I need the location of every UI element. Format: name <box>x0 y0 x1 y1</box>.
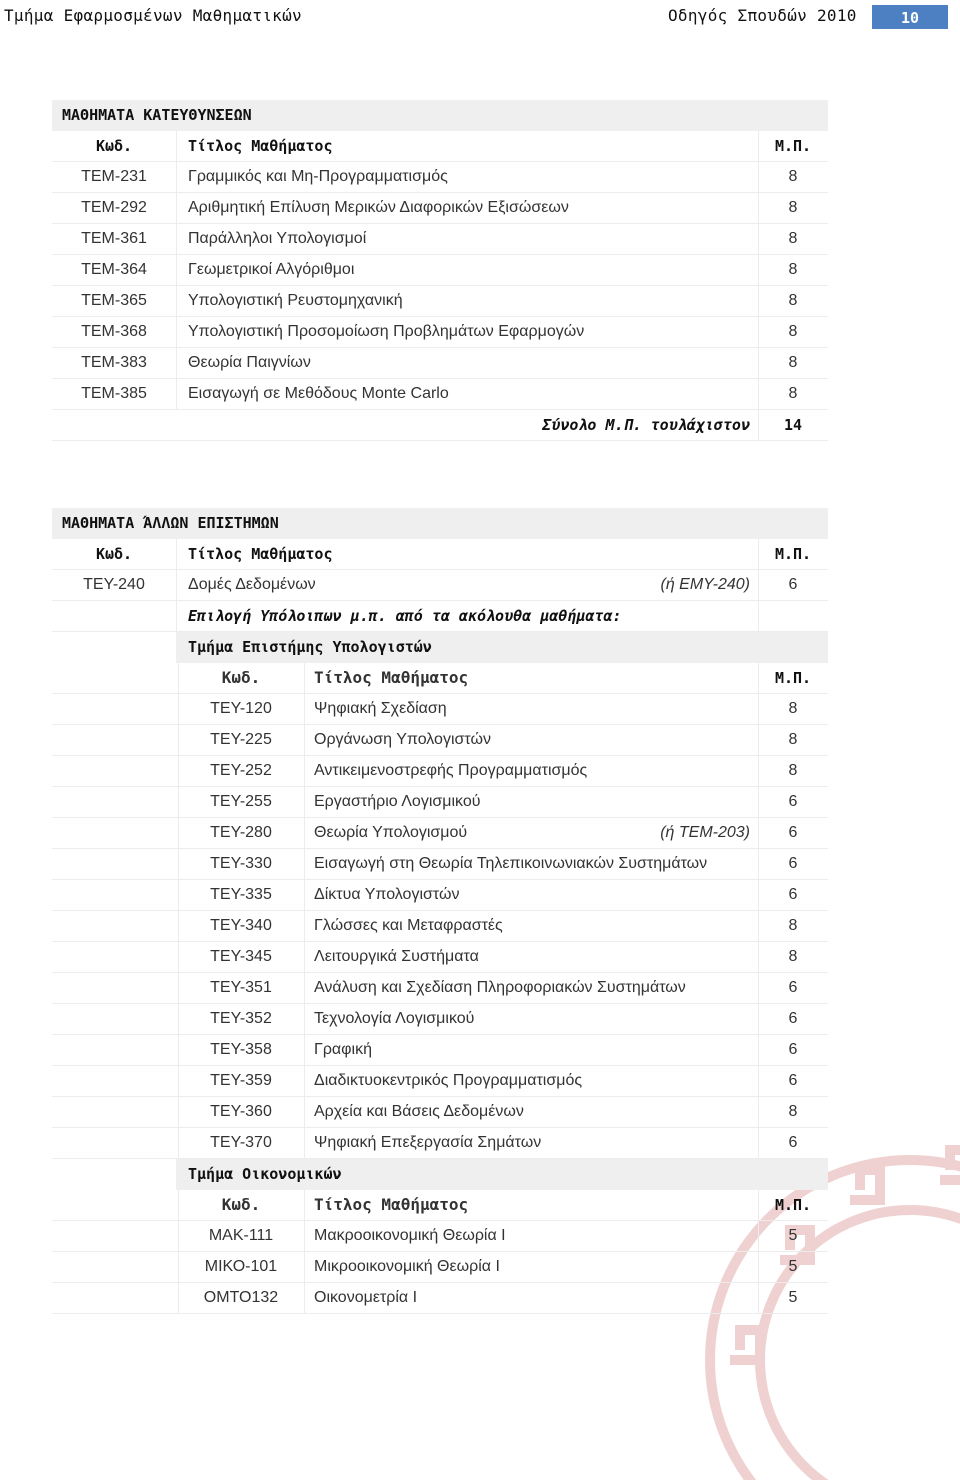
course-code: ΤΕΥ-360 <box>210 1103 272 1120</box>
total-value: 14 <box>783 416 803 434</box>
course-title: Ψηφιακή Σχεδίαση <box>314 700 447 717</box>
table-row <box>52 255 828 286</box>
table-row <box>52 1066 828 1097</box>
course-code: ΤΕΥ-330 <box>210 855 272 872</box>
subtable-header-row <box>52 663 828 694</box>
course-title: Παράλληλοι Υπολογισμοί <box>188 230 367 247</box>
course-code: ΤΕΥ-240 <box>83 576 145 593</box>
table-row <box>52 1221 828 1252</box>
course-mp: 8 <box>788 323 798 340</box>
header-mp: Μ.Π. <box>774 545 812 563</box>
table-row <box>52 1004 828 1035</box>
page-header <box>0 0 960 36</box>
table-row <box>52 942 828 973</box>
course-alt-code: (ή ΕΜΥ-240) <box>660 576 750 593</box>
table-row <box>52 570 828 601</box>
table-row <box>52 1252 828 1283</box>
table-header-row <box>52 131 828 162</box>
table-row <box>52 849 828 880</box>
table-row <box>52 694 828 725</box>
course-code: ΤΕΥ-359 <box>210 1072 272 1089</box>
course-title: Οργάνωση Υπολογιστών <box>314 731 491 748</box>
course-code: ΤΕΜ-292 <box>81 199 147 216</box>
course-code: ΟΜΤΟ132 <box>203 1289 279 1306</box>
choice-label: Επιλογή Υπόλοιπων μ.π. από τα ακόλουθα μαθήματα: <box>188 607 622 625</box>
course-title: Εισαγωγή σε Μεθόδους Monte Carlo <box>188 385 449 402</box>
course-title: Ψηφιακή Επεξεργασία Σημάτων <box>314 1134 542 1151</box>
header-mp: Μ.Π. <box>774 137 812 155</box>
table-row <box>52 818 828 849</box>
course-mp: 6 <box>788 793 798 810</box>
section-title-row <box>52 100 828 131</box>
course-title: Οικονομετρία Ι <box>314 1289 418 1306</box>
course-title: Μακροοικονομική Θεωρία Ι <box>314 1227 506 1244</box>
course-title: Υπολογιστική Ρευστομηχανική <box>188 292 403 309</box>
header-code: Κωδ. <box>221 1195 261 1214</box>
course-mp: 5 <box>788 1258 798 1275</box>
course-title: Γεωμετρικοί Αλγόριθμοι <box>188 261 355 278</box>
course-title: Γραφική <box>314 1041 372 1058</box>
course-mp: 8 <box>788 385 798 402</box>
course-code: ΤΕΥ-345 <box>210 948 272 965</box>
course-code: ΤΕΥ-120 <box>210 700 272 717</box>
course-mp: 5 <box>788 1227 798 1244</box>
table-row <box>52 756 828 787</box>
course-mp: 8 <box>788 700 798 717</box>
econ-dept-title: Τμήμα Οικονομικών <box>188 1165 342 1183</box>
course-mp: 6 <box>788 886 798 903</box>
course-title: Αντικειμενοστρεφής Προγραμματισμός <box>314 762 588 779</box>
table-row <box>52 162 828 193</box>
table-row <box>52 973 828 1004</box>
course-code: ΤΕΜ-368 <box>81 323 147 340</box>
page-number-badge: 10 <box>872 5 948 29</box>
course-code: ΤΕΜ-364 <box>81 261 147 278</box>
header-mp: Μ.Π. <box>774 1196 812 1214</box>
course-code: ΤΕΥ-225 <box>210 731 272 748</box>
course-mp: 6 <box>788 979 798 996</box>
table-row <box>52 911 828 942</box>
course-title: Γραμμικός και Μη-Προγραμματισμός <box>188 168 448 185</box>
course-code: ΤΕΥ-340 <box>210 917 272 934</box>
table-row <box>52 286 828 317</box>
course-mp: 8 <box>788 354 798 371</box>
course-mp: 6 <box>788 1072 798 1089</box>
course-code: ΤΕΥ-352 <box>210 1010 272 1027</box>
table-row <box>52 317 828 348</box>
total-label: Σύνολο Μ.Π. τουλάχιστον <box>542 416 750 434</box>
course-mp: 6 <box>788 1041 798 1058</box>
other-sciences-table <box>52 508 828 1314</box>
course-mp: 8 <box>788 762 798 779</box>
course-mp: 8 <box>788 292 798 309</box>
total-row <box>52 410 828 441</box>
course-mp: 8 <box>788 168 798 185</box>
course-code: ΤΕΜ-365 <box>81 292 147 309</box>
table-row <box>52 1035 828 1066</box>
course-title: Λειτουργικά Συστήματα <box>314 948 479 965</box>
course-mp: 8 <box>788 731 798 748</box>
subsection-title-row <box>52 1159 828 1190</box>
subtable-header-row <box>52 1190 828 1221</box>
table-row <box>52 1128 828 1159</box>
header-title: Τίτλος Μαθήματος <box>314 1195 469 1214</box>
course-code: ΤΕΥ-280 <box>210 824 272 841</box>
course-alt-code: (ή ΤΕΜ-203) <box>660 824 750 841</box>
course-title: Αρχεία και Βάσεις Δεδομένων <box>314 1103 524 1120</box>
subsection-title-row <box>52 632 828 663</box>
course-title: Θεωρία Υπολογισμού <box>314 824 468 841</box>
guide-title: Οδηγός Σπουδών 2010 <box>668 6 857 25</box>
header-code: Κωδ. <box>95 545 133 563</box>
course-code: ΤΕΥ-358 <box>210 1041 272 1058</box>
course-mp: 6 <box>788 576 798 593</box>
course-mp: 8 <box>788 948 798 965</box>
table-row <box>52 880 828 911</box>
course-title: Εργαστήριο Λογισμικού <box>314 793 481 810</box>
header-mp: Μ.Π. <box>774 669 812 687</box>
course-code: ΤΕΥ-351 <box>210 979 272 996</box>
course-code: ΜΑΚ-111 <box>208 1227 274 1244</box>
course-mp: 6 <box>788 1010 798 1027</box>
course-mp: 8 <box>788 917 798 934</box>
course-code: ΤΕΥ-335 <box>210 886 272 903</box>
course-title: Τεχνολογία Λογισμικού <box>314 1010 475 1027</box>
course-mp: 8 <box>788 230 798 247</box>
course-mp: 8 <box>788 1103 798 1120</box>
table-row <box>52 379 828 410</box>
header-title: Τίτλος Μαθήματος <box>314 668 469 687</box>
course-code: ΤΕΜ-383 <box>81 354 147 371</box>
course-code: ΜΙΚΟ-101 <box>204 1258 278 1275</box>
table-row <box>52 193 828 224</box>
course-title: Δίκτυα Υπολογιστών <box>314 886 460 903</box>
course-mp: 5 <box>788 1289 798 1306</box>
course-mp: 8 <box>788 261 798 278</box>
table-header-row <box>52 539 828 570</box>
course-mp: 8 <box>788 199 798 216</box>
course-title: Μικροοικονομική Θεωρία Ι <box>314 1258 500 1275</box>
choice-row <box>52 601 828 632</box>
course-code: ΤΕΥ-370 <box>210 1134 272 1151</box>
table-row <box>52 224 828 255</box>
header-code: Κωδ. <box>95 137 133 155</box>
header-code: Κωδ. <box>221 668 261 687</box>
directions-courses-table <box>52 100 828 441</box>
section-title-row <box>52 508 828 539</box>
section-title: ΜΑΘΗΜΑΤΑ ΆΛΛΩΝ ΕΠΙΣΤΗΜΩΝ <box>62 514 279 532</box>
course-mp: 6 <box>788 1134 798 1151</box>
course-title: Ανάλυση και Σχεδίαση Πληροφοριακών Συστημάτων <box>314 979 686 996</box>
table-row <box>52 725 828 756</box>
table-row <box>52 787 828 818</box>
cs-dept-title: Τμήμα Επιστήμης Υπολογιστών <box>188 638 432 656</box>
table-row <box>52 1097 828 1128</box>
course-title: Διαδικτυοκεντρικός Προγραμματισμός <box>314 1072 583 1089</box>
table-row <box>52 348 828 379</box>
course-mp: 6 <box>788 855 798 872</box>
course-mp: 6 <box>788 824 798 841</box>
course-code: ΤΕΥ-255 <box>210 793 272 810</box>
course-title: Υπολογιστική Προσομοίωση Προβλημάτων Εφαρμογών <box>188 323 585 340</box>
section-title: ΜΑΘΗΜΑΤΑ ΚΑΤΕΥΘΥΝΣΕΩΝ <box>62 106 252 124</box>
course-title: Γλώσσες και Μεταφραστές <box>314 917 503 934</box>
course-title: Εισαγωγή στη Θεωρία Τηλεπικοινωνιακών Συστημάτων <box>314 855 708 872</box>
course-title: Θεωρία Παιγνίων <box>188 354 311 371</box>
course-title: Δομές Δεδομένων <box>188 576 316 593</box>
header-title: Τίτλος Μαθήματος <box>188 137 333 155</box>
course-code: ΤΕΜ-231 <box>81 168 147 185</box>
course-code: ΤΕΜ-385 <box>81 385 147 402</box>
course-title: Αριθμητική Επίλυση Μερικών Διαφορικών Εξισώσεων <box>188 199 569 216</box>
course-code: ΤΕΜ-361 <box>81 230 147 247</box>
header-title: Τίτλος Μαθήματος <box>188 545 333 563</box>
department-name: Τμήμα Εφαρμοσμένων Μαθηματικών <box>4 6 302 25</box>
course-code: ΤΕΥ-252 <box>210 762 272 779</box>
table-row <box>52 1283 828 1314</box>
